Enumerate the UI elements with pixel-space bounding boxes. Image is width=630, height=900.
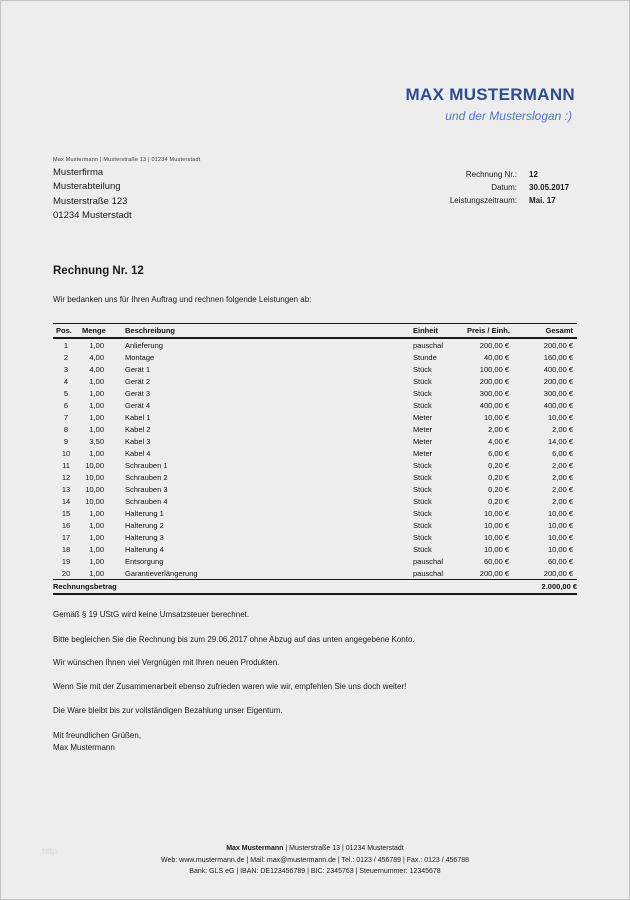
table-cell: 10,00 €: [483, 544, 509, 554]
closing-salutation: Mit freundlichen Grüßen,: [53, 731, 142, 740]
table-cell: Stück: [413, 376, 432, 386]
table-row: [53, 567, 577, 580]
footer-address-line: [1, 843, 629, 855]
table-row: [53, 387, 577, 399]
table-cell: 200,00 €: [479, 340, 509, 350]
closing-signature: Max Mustermann: [53, 743, 115, 752]
table-cell: 1,00: [89, 412, 104, 422]
table-cell: 160,00 €: [543, 352, 573, 362]
table-cell: Halterung 4: [125, 544, 164, 554]
table-cell: 4,00: [89, 352, 104, 362]
total-value: 2.000,00 €: [517, 580, 577, 595]
table-cell: Garantieverlängerung: [125, 568, 198, 578]
table-row: [53, 495, 577, 507]
table-cell: Kabel 1: [125, 412, 151, 422]
table-row: [53, 459, 577, 471]
col-header-preis: Preis / Einh.: [467, 324, 517, 339]
table-cell: Anlieferung: [125, 340, 163, 350]
table-cell: 10,00 €: [483, 532, 509, 542]
table-cell: 4: [63, 376, 69, 386]
table-cell: 400,00 €: [479, 400, 509, 410]
table-cell: 2,00 €: [552, 424, 573, 434]
table-cell: 4,00: [89, 364, 104, 374]
col-header-einheit: Einheit: [411, 324, 467, 339]
table-cell: 60,00 €: [483, 556, 509, 566]
recipient-department: Musterabteilung: [53, 181, 121, 193]
table-cell: pauschal: [413, 340, 444, 350]
table-cell: 300,00 €: [543, 388, 573, 398]
table-cell: Gerät 3: [125, 388, 151, 398]
table-cell: 10,00: [85, 460, 104, 470]
table-cell: 15: [61, 508, 71, 518]
table-cell: 10,00: [85, 472, 104, 482]
table-row: [53, 471, 577, 483]
table-cell: 8: [63, 424, 69, 434]
table-cell: 2,00 €: [552, 472, 573, 482]
table-cell: 10,00: [85, 496, 104, 506]
table-cell: Meter: [413, 436, 433, 446]
table-cell: 1,00: [89, 568, 104, 578]
table-cell: Stück: [413, 520, 432, 530]
invoice-meta: [375, 168, 575, 207]
table-cell: Stück: [413, 472, 432, 482]
line-items-table: [53, 323, 577, 595]
table-cell: Schrauben 4: [125, 496, 168, 506]
table-cell: 17: [61, 532, 71, 542]
table-row: [53, 338, 577, 351]
table-cell: 6,00 €: [552, 448, 573, 458]
table-cell: 10,00 €: [483, 508, 509, 518]
col-header-gesamt: Gesamt: [517, 324, 577, 339]
table-cell: 18: [61, 544, 71, 554]
table-cell: 10,00 €: [547, 520, 573, 530]
table-cell: Stück: [413, 508, 432, 518]
meta-row-invoice-number: [375, 168, 575, 181]
table-row: [53, 447, 577, 459]
footer: [1, 843, 629, 878]
table-cell: 20: [61, 568, 71, 578]
table-cell: Stück: [413, 400, 432, 410]
table-cell: 1: [63, 340, 69, 350]
meta-row-service-period: [375, 194, 575, 207]
ownership-note: Die Ware bleibt bis zur vollständigen Bezahlung unser Eigentum.: [53, 706, 283, 715]
table-cell: 14: [61, 496, 71, 506]
meta-label: Datum:: [491, 183, 517, 192]
footer-address-rest: | Musterstraße 13 | 01234 Musterstadt: [283, 845, 404, 852]
table-cell: 9: [63, 436, 69, 446]
table-cell: Montage: [125, 352, 155, 362]
table-row: [53, 555, 577, 567]
company-slogan: und der Musterslogan :): [445, 109, 572, 123]
table-row: [53, 399, 577, 411]
table-cell: 400,00 €: [543, 364, 573, 374]
table-cell: 1,00: [89, 544, 104, 554]
table-cell: 2: [63, 352, 69, 362]
link-status-text: http: [42, 846, 58, 856]
col-header-menge: Menge: [79, 324, 111, 339]
table-cell: 1,00: [89, 388, 104, 398]
tax-note: Gemäß § 19 UStG wird keine Umsatzsteuer berechnet.: [53, 610, 250, 619]
table-cell: Halterung 3: [125, 532, 164, 542]
table-cell: 10,00 €: [547, 544, 573, 554]
table-row: [53, 351, 577, 363]
table-cell: 3,50: [89, 436, 104, 446]
table-cell: Kabel 4: [125, 448, 151, 458]
meta-label: Leistungszeitraum:: [449, 196, 517, 205]
recipient-address: [53, 166, 132, 224]
table-row: [53, 435, 577, 447]
table-cell: Stück: [413, 496, 432, 506]
table-cell: pauschal: [413, 568, 444, 578]
table-row: [53, 423, 577, 435]
table-cell: 4,00 €: [488, 436, 509, 446]
table-cell: 1,00: [89, 556, 104, 566]
table-cell: 10,00 €: [483, 520, 509, 530]
table-cell: Meter: [413, 424, 433, 434]
intro-text: Wir bedanken uns für Ihren Auftrag und rechnen folgende Leistungen ab:: [53, 295, 312, 304]
company-name: MAX MUSTERMANN: [405, 85, 575, 104]
table-row: [53, 531, 577, 543]
table-row: [53, 543, 577, 555]
table-cell: Entsorgung: [125, 556, 164, 566]
table-cell: Stück: [413, 532, 432, 542]
table-cell: 0,20 €: [488, 496, 509, 506]
table-row: [53, 375, 577, 387]
table-row: [53, 483, 577, 495]
meta-value: Mai. 17: [529, 196, 556, 205]
table-cell: 13: [61, 484, 71, 494]
table-cell: Gerät 1: [125, 364, 151, 374]
meta-value: 30.05.2017: [529, 183, 570, 192]
recipient-street: Musterstraße 123: [53, 195, 128, 207]
table-cell: 1,00: [89, 424, 104, 434]
table-cell: 19: [61, 556, 71, 566]
table-cell: 16: [61, 520, 71, 530]
table-cell: 200,00 €: [479, 376, 509, 386]
footer-name: Max Mustermann: [226, 845, 284, 852]
table-cell: 2,00 €: [488, 424, 509, 434]
table-cell: 3: [63, 364, 69, 374]
table-cell: 400,00 €: [543, 400, 573, 410]
table-header-row: [53, 324, 577, 339]
table-cell: 1,00: [89, 448, 104, 458]
total-label: Rechnungsbetrag: [53, 580, 517, 595]
meta-label: Rechnung Nr.:: [465, 170, 517, 179]
table-cell: Schrauben 2: [125, 472, 168, 482]
table-row: [53, 363, 577, 375]
table-cell: pauschal: [413, 556, 444, 566]
table-cell: 200,00 €: [543, 376, 573, 386]
table-cell: Stück: [413, 484, 432, 494]
table-cell: 11: [62, 460, 70, 470]
table-cell: Stück: [413, 364, 432, 374]
table-cell: 1,00: [89, 508, 104, 518]
table-cell: 2,00 €: [552, 460, 573, 470]
table-cell: 1,00: [89, 400, 104, 410]
table-cell: Stück: [413, 388, 432, 398]
table-cell: 10,00 €: [547, 412, 573, 422]
table-row: [53, 411, 577, 423]
table-cell: 10,00 €: [547, 532, 573, 542]
table-cell: 2,00 €: [552, 496, 573, 506]
table-cell: Schrauben 3: [125, 484, 168, 494]
meta-value: 12: [529, 170, 538, 179]
sender-return-address: Max Mustermann | Musterstraße 13 | 01234 Musterstadt: [53, 157, 201, 163]
table-cell: Stück: [413, 544, 432, 554]
col-header-pos: Pos.: [53, 324, 79, 339]
invoice-title: Rechnung Nr. 12: [53, 265, 144, 277]
table-cell: Meter: [413, 412, 433, 422]
referral-note: Wenn Sie mit der Zusammenarbeit ebenso zufrieden waren wie wir, empfehlen Sie uns doch weiter!: [53, 682, 407, 691]
table-cell: 10: [61, 448, 71, 458]
line-items-body: [53, 338, 577, 580]
table-cell: 0,20 €: [488, 472, 509, 482]
table-cell: 10,00: [85, 484, 104, 494]
table-cell: Kabel 2: [125, 424, 151, 434]
footer-bank-line: Bank: GLS eG | IBAN: DE123456789 | BIC: 2345763 | Steuernummer: 12345678: [189, 868, 441, 875]
table-cell: Gerät 4: [125, 400, 151, 410]
table-cell: Stunde: [413, 352, 437, 362]
table-row: [53, 507, 577, 519]
recipient-city: 01234 Musterstadt: [53, 210, 132, 222]
wish-note: Wir wünschen Ihnen viel Vergnügen mit Ihren neuen Produkten.: [53, 658, 280, 667]
table-cell: 0,20 €: [488, 460, 509, 470]
table-cell: 10,00 €: [483, 412, 509, 422]
payment-note: Bitte begleichen Sie die Rechnung bis zum 29.06.2017 ohne Abzug auf das unten angegebene Konto.: [53, 635, 415, 644]
table-cell: 100,00 €: [479, 364, 509, 374]
table-cell: 10,00 €: [547, 508, 573, 518]
table-cell: 0,20 €: [488, 484, 509, 494]
table-cell: 200,00 €: [543, 340, 573, 350]
table-cell: Halterung 1: [125, 508, 164, 518]
table-cell: 6: [63, 400, 69, 410]
table-cell: 5: [63, 388, 69, 398]
table-cell: 12: [61, 472, 71, 482]
table-cell: 1,00: [89, 376, 104, 386]
meta-row-date: [375, 181, 575, 194]
table-cell: 7: [63, 412, 69, 422]
table-cell: Gerät 2: [125, 376, 151, 386]
table-cell: 200,00 €: [479, 568, 509, 578]
recipient-company: Musterfirma: [53, 167, 104, 178]
table-cell: 40,00 €: [483, 352, 509, 362]
table-cell: Stück: [413, 460, 432, 470]
table-cell: Schrauben 1: [125, 460, 168, 470]
table-cell: 1,00: [89, 340, 104, 350]
table-cell: 1,00: [89, 520, 104, 530]
table-cell: 200,00 €: [543, 568, 573, 578]
table-cell: 60,00 €: [547, 556, 573, 566]
table-cell: Halterung 2: [125, 520, 164, 530]
table-cell: Meter: [413, 448, 433, 458]
col-header-beschreibung: Beschreibung: [111, 324, 411, 339]
table-cell: 300,00 €: [479, 388, 509, 398]
table-cell: Kabel 3: [125, 436, 151, 446]
total-row: [53, 580, 577, 595]
table-cell: 2,00 €: [552, 484, 573, 494]
table-row: [53, 519, 577, 531]
table-cell: 1,00: [89, 532, 104, 542]
table-cell: 14,00 €: [547, 436, 573, 446]
footer-contact-line: Web: www.mustermann.de | Mail: max@mustermann.de | Tel.: 0123 / 456789 | Fax.: 0123 / 456788: [160, 856, 470, 864]
table-cell: 6,00 €: [488, 448, 509, 458]
